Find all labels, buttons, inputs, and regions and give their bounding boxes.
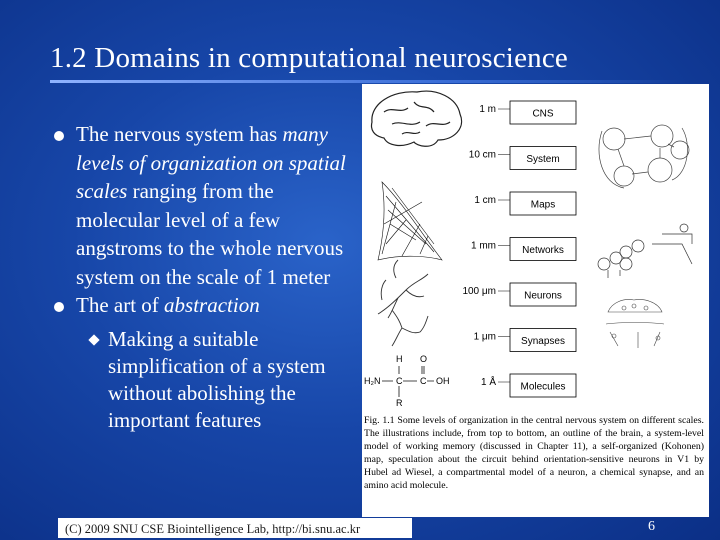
bullet-item — [50, 120, 350, 291]
bullet-dot-icon — [54, 302, 64, 312]
system-network-illustration — [599, 125, 689, 188]
figure-panel — [362, 84, 709, 517]
molecule-atom: H — [396, 354, 403, 364]
brain-illustration — [372, 91, 462, 146]
levels-diagram — [362, 84, 709, 414]
molecule-atom: C — [396, 376, 403, 386]
level-scale: 1 mm — [471, 240, 496, 252]
molecule-atom: H₂N — [364, 376, 381, 386]
bullet-dot-icon — [54, 131, 64, 141]
level-label: Maps — [530, 199, 556, 211]
bullet-text-part: ranging from the molecular level of a few angstroms to the whole nervous system on the scale of 1 meter — [76, 179, 344, 289]
slide-title: 1.2 Domains in computational neuroscience — [50, 42, 568, 74]
bullet-item — [50, 291, 350, 320]
level-label: Networks — [522, 245, 564, 256]
kohonen-map-illustration — [378, 182, 442, 260]
page-number: 6 — [648, 519, 655, 534]
bullet-list — [50, 120, 350, 434]
level-label: Synapses — [521, 336, 565, 347]
bullet-text-part: The art of — [76, 293, 165, 317]
level-scale: 1 m — [479, 104, 496, 115]
molecule-atom: OH — [436, 376, 450, 386]
level-label: Neurons — [524, 290, 562, 302]
bullet-text-italic: many levels of organization on spatial scales — [76, 122, 346, 203]
molecule-atom: O — [420, 354, 428, 364]
sub-bullet-text: Making a suitable simplification of a system without abolishing the important features — [108, 326, 326, 432]
v1-circuit-illustration — [598, 224, 692, 278]
level-label: System — [526, 154, 560, 165]
bullet-text-italic: abstraction — [164, 293, 260, 317]
amino-acid-illustration — [364, 354, 450, 408]
level-scale: 100 μm — [462, 286, 496, 297]
synapse-illustration — [606, 300, 664, 349]
level-scale: 1 Å — [480, 377, 496, 388]
figure-caption: Fig. 1.1 Some levels of organization in the central nervous system on different scales. The illustrations include, from top to bottom, an outline of the brain, a system-level model of working memory (discussed in Chapter 11), a self-organized (Kohonen) map, speculation about the circuit behind orientation-sensitive neurons in V1 by Hubel ad Wiesel, a compartmental model of a neuron, a chemical synapse, and an amino acid molecule. — [364, 415, 704, 491]
molecule-atom: C — [420, 376, 427, 386]
sub-bullet-item — [84, 326, 368, 434]
molecule-atom: R — [396, 398, 403, 408]
bullet-text-part: The nervous system has — [76, 122, 283, 146]
level-scale: 1 μm — [473, 331, 496, 343]
title-underline — [50, 80, 690, 83]
level-label: Molecules — [520, 381, 566, 393]
level-scale: 1 cm — [474, 195, 496, 206]
neuron-illustration — [378, 260, 428, 346]
level-label: CNS — [532, 108, 554, 120]
diamond-bullet-icon — [88, 334, 99, 345]
footer-credit: (C) 2009 SNU CSE Biointelligence Lab, http://bi.snu.ac.kr — [58, 518, 412, 538]
level-scale: 10 cm — [468, 149, 496, 161]
